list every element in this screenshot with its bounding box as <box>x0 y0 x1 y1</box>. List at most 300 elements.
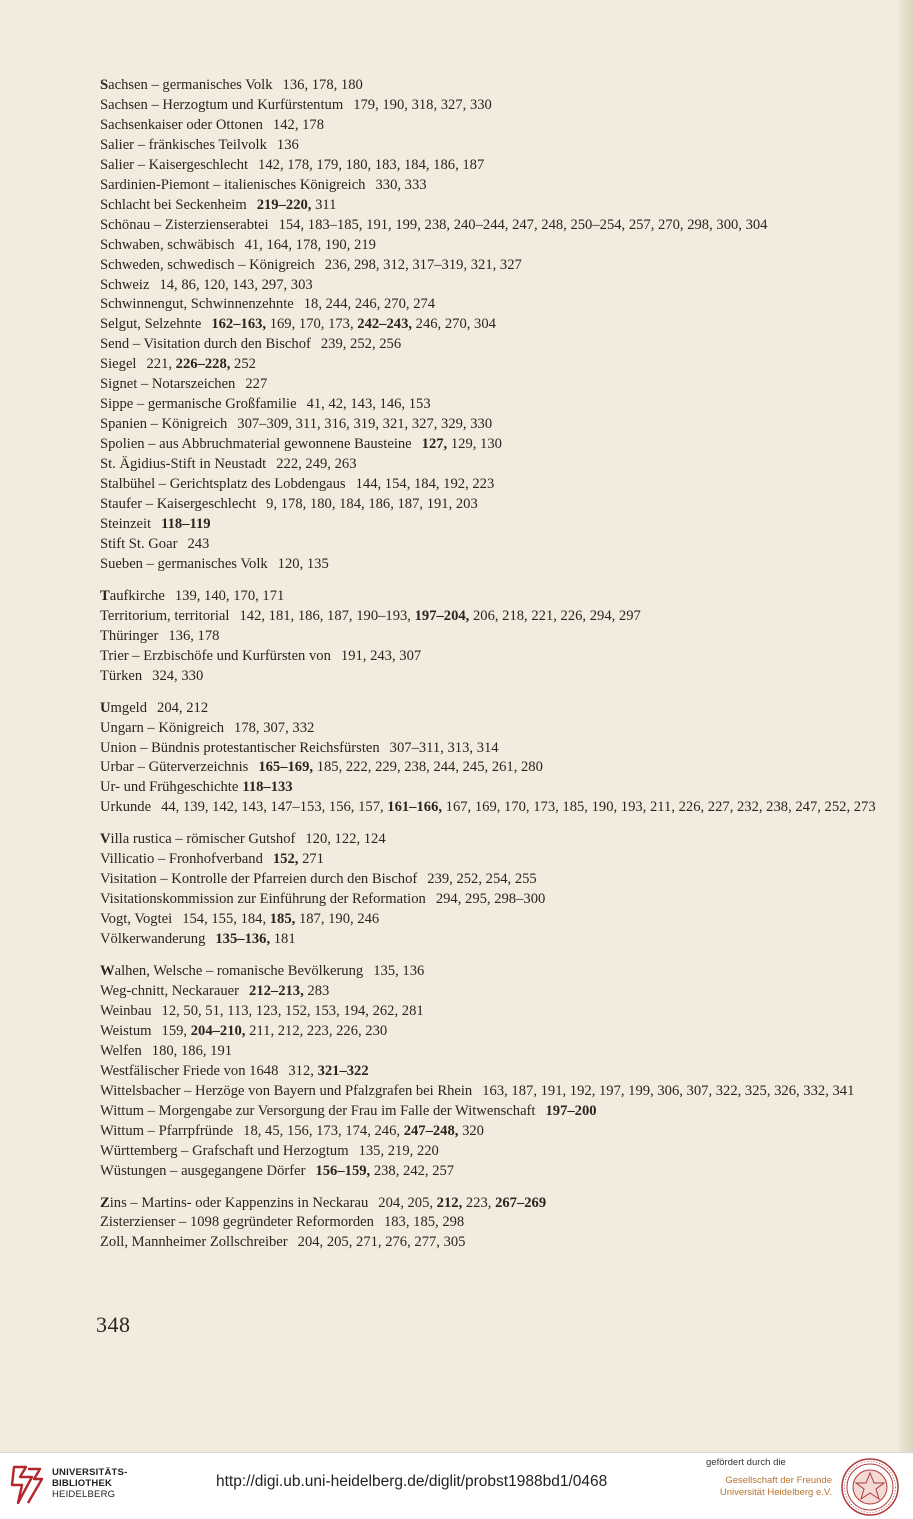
index-entry <box>100 495 890 515</box>
reference: 294, 295, 298–300 <box>435 891 546 908</box>
term-text: Westfälischer Friede von 1648 <box>100 1062 279 1079</box>
reference: 14, 86, 120, 143, 297, 303 <box>159 276 313 293</box>
index-entry <box>100 156 890 176</box>
page-references <box>168 628 219 644</box>
reference: 187, 190, 246 <box>295 911 380 928</box>
page-references <box>298 1234 466 1250</box>
page-references <box>245 237 376 253</box>
index-entry <box>100 1042 890 1062</box>
reference: 136, 178 <box>168 627 220 644</box>
term-text: Ur- und Frühgeschichte <box>100 779 239 796</box>
index-entry <box>100 758 890 778</box>
page-references <box>341 648 421 664</box>
page-references <box>359 1143 439 1159</box>
page-references <box>315 1163 454 1179</box>
index-entry <box>100 236 890 256</box>
index-entry <box>100 1233 890 1253</box>
index-entry <box>100 1213 890 1233</box>
page-references <box>545 1103 596 1119</box>
index-term <box>100 1103 535 1119</box>
reference: 136, 178, 180 <box>282 77 363 93</box>
index-term <box>100 436 412 452</box>
index-entry <box>100 587 890 607</box>
index-term <box>100 237 235 253</box>
index-entry <box>100 1102 890 1122</box>
index-entry <box>100 667 890 687</box>
ub-logo-icon[interactable] <box>10 1463 44 1507</box>
section-gap <box>100 950 890 962</box>
index-entry <box>100 607 890 627</box>
reference: 311 <box>311 196 337 213</box>
index-term <box>100 456 266 472</box>
reference: 221, <box>146 356 176 373</box>
section-gap <box>100 575 890 587</box>
page-references <box>436 891 545 907</box>
index-term <box>100 931 205 947</box>
reference: 135, 219, 220 <box>358 1142 439 1159</box>
term-text: Wüstungen – ausgegangene Dörfer <box>100 1162 306 1179</box>
term-text: Württemberg – Grafschaft und Herzogtum <box>100 1142 349 1159</box>
reference: 136 <box>276 136 299 153</box>
index-term <box>100 117 263 133</box>
society-name[interactable] <box>702 1475 832 1499</box>
reference: 167, 169, 170, 173, 185, 190, 193, 211, 226, 227, 232, 238, 247, 252, 273 <box>442 799 876 816</box>
index-term <box>100 588 165 604</box>
main-reference: 165–169, <box>258 759 314 776</box>
reference: 142, 181, 186, 187, 190–193, <box>239 607 415 624</box>
term-text: Wittum – Morgengabe zur Versorgung der Frau im Falle der Witwenschaft <box>100 1102 536 1119</box>
section-initial: W <box>100 963 115 980</box>
index-entry <box>100 276 890 296</box>
index-entry <box>100 295 890 315</box>
index-term <box>100 277 149 293</box>
index-entry <box>100 890 890 910</box>
page-references <box>304 296 435 312</box>
reference: 204, 212 <box>157 699 209 716</box>
index-entry <box>100 1022 890 1042</box>
reference: 41, 164, 178, 190, 219 <box>244 236 376 253</box>
index-term <box>100 97 343 113</box>
term-text: Villicatio – Fronhofverband <box>100 851 263 868</box>
page-references <box>257 197 337 213</box>
term-text: Union – Bündnis protestantischer Reichsfürsten <box>100 739 380 756</box>
index-entry <box>100 535 890 555</box>
main-reference: 197–200 <box>545 1102 597 1119</box>
page-references <box>152 1043 232 1059</box>
reference: 239, 252, 254, 255 <box>427 871 537 888</box>
section-initial: V <box>100 831 111 848</box>
term-text: Urkunde <box>100 799 152 816</box>
page-references <box>245 376 267 392</box>
index-term <box>100 316 201 332</box>
index-term <box>100 1123 233 1139</box>
main-reference: 135–136, <box>215 931 271 948</box>
main-reference: 156–159, <box>315 1162 371 1179</box>
page-references <box>482 1083 854 1099</box>
index-entry <box>100 216 890 236</box>
index-term <box>100 1003 152 1019</box>
term-text: Schlacht bei Seckenheim <box>100 196 247 213</box>
page-references <box>249 983 329 999</box>
page-references <box>378 1195 546 1211</box>
index-entry <box>100 798 890 818</box>
reference: 142, 178, 179, 180, 183, 184, 186, 187 <box>258 156 485 173</box>
index-term <box>100 536 177 552</box>
page-references <box>161 799 876 815</box>
reference: 44, 139, 142, 143, 147–153, 156, 157, <box>161 799 388 816</box>
index-term <box>100 648 331 664</box>
index-term <box>100 496 256 512</box>
term-text: illa rustica – römischer Gutshof <box>110 831 296 848</box>
university-seal-icon[interactable] <box>840 1457 900 1517</box>
main-reference: 321–322 <box>317 1062 369 1079</box>
index-entry <box>100 455 890 475</box>
index-term <box>100 668 142 684</box>
term-text: Steinzeit <box>100 515 152 532</box>
page-references <box>283 77 363 93</box>
index-term <box>100 77 273 93</box>
reference: 239, 252, 256 <box>320 336 402 353</box>
index-term <box>100 759 248 775</box>
term-text: Trier – Erzbischöfe und Kurfürsten von <box>100 647 331 664</box>
section-gap <box>100 687 890 699</box>
main-reference: 118–119 <box>161 515 211 532</box>
term-text: Spanien – Königreich <box>100 416 228 433</box>
page-references <box>325 257 522 273</box>
society-line-2: Universität Heidelberg e.V. <box>719 1487 832 1498</box>
main-reference: 212, <box>436 1194 463 1211</box>
index-entry <box>100 176 890 196</box>
term-text: Selgut, Selzehnte <box>100 316 202 333</box>
library-line-2: BIBLIOTHEK <box>52 1478 113 1489</box>
term-text: Schönau – Zisterzienserabtei <box>100 216 269 233</box>
page-references <box>234 720 314 736</box>
main-reference: 118–133 <box>242 779 293 796</box>
reference: 238, 242, 257 <box>370 1162 455 1179</box>
reference: 307–309, 311, 316, 319, 321, 327, 329, 330 <box>237 416 493 433</box>
section-gap <box>100 1182 890 1194</box>
main-reference: 197–204, <box>414 607 470 624</box>
index-term <box>100 851 263 867</box>
reference: 144, 154, 184, 192, 223 <box>355 476 495 493</box>
term-text: Schweden, schwedisch – Königreich <box>100 256 315 273</box>
reference: 246, 270, 304 <box>412 316 496 333</box>
term-text: Zoll, Mannheimer Zollschreiber <box>100 1234 288 1251</box>
page-references <box>288 1063 368 1079</box>
index-entry <box>100 739 890 759</box>
index-term <box>100 891 426 907</box>
reference: 120, 135 <box>277 555 329 572</box>
term-text: mgeld <box>110 699 148 716</box>
index-term <box>100 296 294 312</box>
index-term <box>100 911 172 927</box>
page-references <box>239 608 640 624</box>
page-references <box>356 476 495 492</box>
term-text: Send – Visitation durch den Bischof <box>100 336 311 353</box>
term-text: Weg-chnitt, Neckarauer <box>100 982 240 999</box>
permalink-url[interactable]: http://digi.ub.uni-heidelberg.de/diglit/probst1988bd1/0468 <box>216 1473 608 1490</box>
reference: 181 <box>270 931 296 948</box>
page-references <box>175 588 284 604</box>
viewer-footer <box>0 1452 913 1519</box>
section-initial: S <box>100 77 109 93</box>
main-reference: 226–228, <box>175 356 231 373</box>
page-references <box>278 556 329 572</box>
index-entry <box>100 962 890 982</box>
library-name[interactable] <box>52 1467 127 1500</box>
main-reference: 247–248, <box>403 1122 459 1139</box>
index-entry <box>100 355 890 375</box>
reference: 169, 170, 173, <box>266 316 358 333</box>
index-term <box>100 1163 305 1179</box>
index-term <box>100 336 311 352</box>
index-term <box>100 720 224 736</box>
reference: 135, 136 <box>373 963 425 980</box>
index-term <box>100 416 227 432</box>
page-references <box>258 157 484 173</box>
index-entry <box>100 930 890 950</box>
page-references <box>152 668 203 684</box>
reference: 204, 205, <box>378 1194 437 1211</box>
reference: 252 <box>230 356 256 373</box>
term-text: Vogt, Vogtei <box>100 911 173 928</box>
index-term <box>100 516 151 532</box>
index-term <box>100 197 247 213</box>
term-text: Territorium, territorial <box>100 607 230 624</box>
term-text: Sippe – germanische Großfamilie <box>100 396 297 413</box>
page-references <box>375 177 426 193</box>
index-term <box>100 1083 472 1099</box>
reference: 320 <box>458 1122 484 1139</box>
term-text: Sardinien-Piemont – italienisches Königreich <box>100 176 366 193</box>
index-entry <box>100 475 890 495</box>
index-term <box>100 356 136 372</box>
reference: 18, 244, 246, 270, 274 <box>303 296 436 313</box>
index-entry <box>100 870 890 890</box>
reference: 163, 187, 191, 192, 197, 199, 306, 307, 322, 325, 326, 332, 341 <box>482 1082 855 1099</box>
page-references <box>390 740 499 756</box>
term-text: alhen, Welsche – romanische Bevölkerung <box>114 963 364 980</box>
term-text: Wittum – Pfarrpfründe <box>100 1122 234 1139</box>
index-entry <box>100 1122 890 1142</box>
term-text: Wittelsbacher – Herzöge von Bayern und Pfalzgrafen bei Rhein <box>100 1082 473 1099</box>
page-references <box>321 336 401 352</box>
page-references <box>237 416 492 432</box>
term-text: Signet – Notarszeichen <box>100 376 236 393</box>
index-entry <box>100 116 890 136</box>
reference: 154, 183–185, 191, 199, 238, 240–244, 247, 248, 250–254, 257, 270, 298, 300, 304 <box>278 216 768 233</box>
section-initial: T <box>100 587 110 604</box>
reference: 12, 50, 51, 113, 123, 152, 153, 194, 262, 281 <box>161 1002 424 1019</box>
term-text: Urbar – Güterverzeichnis <box>100 759 249 776</box>
index-term <box>100 177 365 193</box>
page-references <box>277 137 299 153</box>
section-gap <box>100 818 890 830</box>
index-entry <box>100 335 890 355</box>
index-entry <box>100 982 890 1002</box>
index-entry <box>100 1194 890 1214</box>
page-references <box>162 1003 424 1019</box>
index-term <box>100 396 297 412</box>
index-entry <box>100 395 890 415</box>
page-references <box>307 396 431 412</box>
index-term <box>100 799 151 815</box>
index-list <box>100 76 890 1253</box>
index-entry <box>100 435 890 455</box>
index-entry <box>100 196 890 216</box>
page-references <box>161 516 210 532</box>
term-text: Visitation – Kontrolle der Pfarreien durch den Bischof <box>100 871 418 888</box>
page-references <box>159 277 312 293</box>
page-references <box>422 436 502 452</box>
term-text: Spolien – aus Abbruchmaterial gewonnene Bausteine <box>100 436 412 453</box>
term-text: Sachsenkaiser oder Ottonen <box>100 116 263 133</box>
term-text: Zisterzienser – 1098 gegründeter Reformorden <box>100 1214 374 1231</box>
main-reference: 185, <box>269 911 296 928</box>
library-line-3: HEIDELBERG <box>52 1489 116 1500</box>
main-reference: 162–163, <box>211 316 267 333</box>
index-term <box>100 1143 349 1159</box>
reference: 41, 42, 143, 146, 153 <box>306 396 431 413</box>
term-text: ins – Martins- oder Kappenzins in Neckarau <box>109 1194 369 1211</box>
index-entry <box>100 910 890 930</box>
sponsor-label: gefördert durch die <box>706 1457 786 1468</box>
page-references <box>266 496 478 512</box>
page-references <box>146 356 255 372</box>
reference: 185, 222, 229, 238, 244, 245, 261, 280 <box>313 759 543 776</box>
index-entry <box>100 1002 890 1022</box>
reference: 139, 140, 170, 171 <box>174 587 285 604</box>
term-text: Siegel <box>100 356 137 373</box>
index-term <box>100 1043 142 1059</box>
index-term <box>100 1214 374 1230</box>
index-entry <box>100 515 890 535</box>
index-entry <box>100 96 890 116</box>
index-entry <box>100 1082 890 1102</box>
reference: 159, <box>161 1022 191 1039</box>
term-text: Staufer – Kaisergeschlecht <box>100 496 257 513</box>
term-text: Sachsen – Herzogtum und Kurfürstentum <box>100 96 344 113</box>
index-entry <box>100 778 890 798</box>
term-text: aufkirche <box>109 587 165 604</box>
term-text: Stift St. Goar <box>100 535 178 552</box>
section-initial: U <box>100 699 111 716</box>
term-text: Ungarn – Königreich <box>100 719 225 736</box>
page-references <box>279 217 768 233</box>
page-references <box>276 456 356 472</box>
index-entry <box>100 699 890 719</box>
index-term <box>100 963 363 979</box>
page-references <box>162 1023 388 1039</box>
index-entry <box>100 555 890 575</box>
term-text: Visitationskommission zur Einführung der Reformation <box>100 891 426 908</box>
index-entry <box>100 647 890 667</box>
index-entry <box>100 256 890 276</box>
index-entry <box>100 1062 890 1082</box>
index-term <box>100 1023 152 1039</box>
page-number: 348 <box>96 1312 131 1337</box>
reference: 9, 178, 180, 184, 186, 187, 191, 203 <box>266 496 478 513</box>
term-text: Schweiz <box>100 276 150 293</box>
reference: 180, 186, 191 <box>151 1042 233 1059</box>
page-references <box>273 117 324 133</box>
reference: 222, 249, 263 <box>276 456 357 473</box>
page-references <box>305 831 385 847</box>
index-term <box>100 1195 368 1211</box>
term-text: Salier – Kaisergeschlecht <box>100 156 249 173</box>
term-text: Türken <box>100 667 143 684</box>
index-term <box>100 476 346 492</box>
index-entry <box>100 719 890 739</box>
index-entry <box>100 627 890 647</box>
reference: 223, <box>462 1194 496 1211</box>
index-term <box>100 628 158 644</box>
term-text: Stalbühel – Gerichtsplatz des Lobdengaus <box>100 476 346 493</box>
main-reference: 212–213, <box>249 982 304 999</box>
reference: 283 <box>303 982 330 999</box>
reference: 204, 205, 271, 276, 277, 305 <box>297 1234 466 1251</box>
term-text: achsen – germanisches Volk <box>108 77 273 93</box>
reference: 307–311, 313, 314 <box>389 739 499 756</box>
index-entry <box>100 830 890 850</box>
term-text: St. Ägidius-Stift in Neustadt <box>100 456 267 473</box>
index-term <box>100 871 417 887</box>
reference: 243 <box>187 535 210 552</box>
reference: 179, 190, 318, 327, 330 <box>353 96 492 113</box>
section-initial: Z <box>100 1194 110 1211</box>
page-references <box>243 1123 484 1139</box>
index-entry <box>100 415 890 435</box>
index-term <box>100 740 380 756</box>
reference: 183, 185, 298 <box>383 1214 465 1231</box>
page-references <box>182 911 379 927</box>
index-entry <box>100 1142 890 1162</box>
page-references <box>427 871 536 887</box>
page-references <box>211 316 496 332</box>
index-term <box>100 137 267 153</box>
reference: 120, 122, 124 <box>305 831 386 848</box>
term-text: Thüringer <box>100 627 159 644</box>
index-term <box>100 608 229 624</box>
index-entry <box>100 375 890 395</box>
page-references <box>215 931 295 947</box>
reference: 178, 307, 332 <box>234 719 315 736</box>
index-entry <box>100 315 890 335</box>
main-reference: 242–243, <box>357 316 413 333</box>
reference: 191, 243, 307 <box>340 647 422 664</box>
page-references <box>242 779 292 795</box>
page-references <box>157 700 208 716</box>
term-text: Welfen <box>100 1042 142 1059</box>
reference: 18, 45, 156, 173, 174, 246, <box>243 1122 404 1139</box>
index-term <box>100 257 315 273</box>
page-references <box>258 759 543 775</box>
page-references <box>273 851 324 867</box>
main-reference: 267–269 <box>495 1194 547 1211</box>
reference: 324, 330 <box>152 667 204 684</box>
reference: 236, 298, 312, 317–319, 321, 327 <box>324 256 522 273</box>
index-term <box>100 1234 288 1250</box>
reference: 271 <box>298 851 324 868</box>
reference: 211, 212, 223, 226, 230 <box>245 1022 388 1039</box>
index-entry <box>100 136 890 156</box>
reference: 227 <box>245 376 268 393</box>
index-term <box>100 217 269 233</box>
main-reference: 152, <box>272 851 299 868</box>
index-term <box>100 1063 278 1079</box>
index-term <box>100 556 268 572</box>
term-text: Weistum <box>100 1022 152 1039</box>
